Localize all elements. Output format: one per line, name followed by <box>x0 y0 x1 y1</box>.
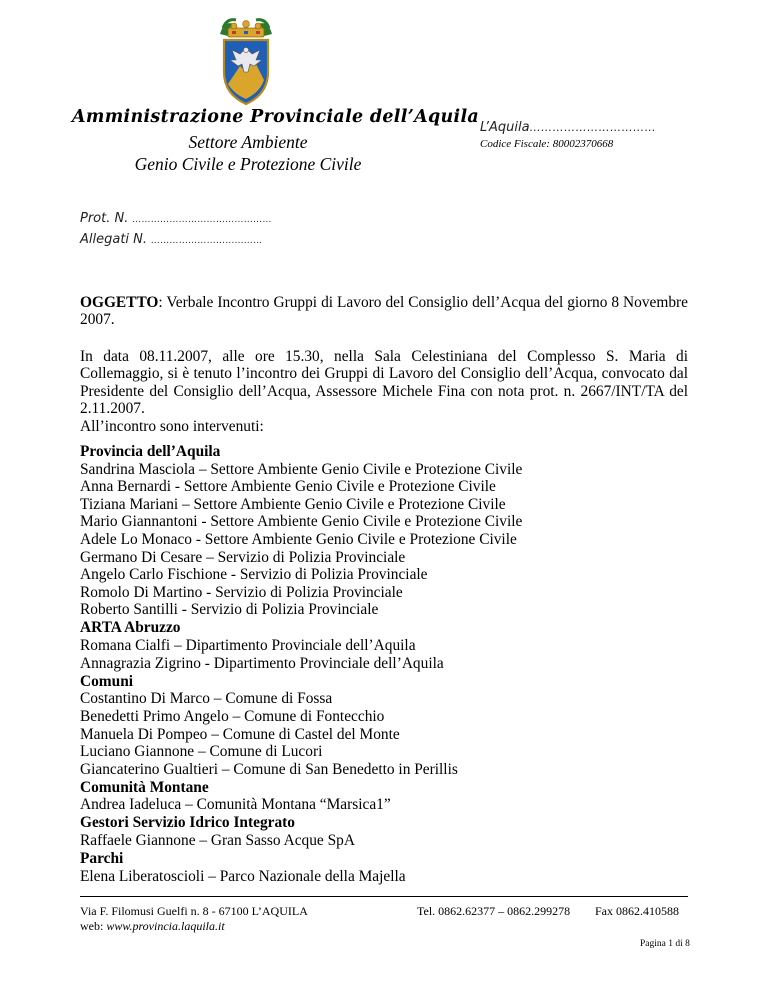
group-title: Parchi <box>80 850 124 868</box>
page-number: Pagina 1 di 8 <box>640 939 690 949</box>
attendee: Adele Lo Monaco - Settore Ambiente Genio Civile e Protezione Civile <box>80 530 517 548</box>
attendee: Germano Di Cesare – Servizio di Polizia Provinciale <box>80 548 406 566</box>
sector-name <box>72 131 424 175</box>
city-date-line <box>480 120 656 135</box>
attendee: Luciano Giannone – Comune di Lucori <box>80 743 323 761</box>
attachments-line <box>80 230 272 251</box>
attendees-intro: All’incontro sono intervenuti: <box>80 418 264 435</box>
province-crest-icon <box>214 14 278 110</box>
group-title: Gestori Servizio Idrico Integrato <box>80 814 295 832</box>
fiscal-code: Codice Fiscale: 80002370668 <box>480 138 614 150</box>
sector-line-1: Settore Ambiente <box>188 132 308 152</box>
group-title: Comuni <box>80 672 134 690</box>
attendee: Mario Giannantoni - Settore Ambiente Genio Civile e Protezione Civile <box>80 513 523 531</box>
footer-divider <box>80 896 688 897</box>
footer-web-label: web: <box>80 918 107 933</box>
attendee: Benedetti Primo Angelo – Comune di Fontecchio <box>80 707 385 725</box>
attachments-label: Allegati N. <box>80 232 148 247</box>
group-title: Provincia dell’Aquila <box>80 443 221 460</box>
attendee: Costantino Di Marco – Comune di Fossa <box>80 690 333 708</box>
attendee: Sandrina Masciola – Settore Ambiente Genio Civile e Protezione Civile <box>80 460 523 478</box>
footer-web <box>80 919 308 934</box>
protocol-line <box>80 209 272 230</box>
protocol-dots: ……………………………………… <box>132 215 272 225</box>
attendee: Elena Liberatoscioli – Parco Nazionale della Majella <box>80 867 406 885</box>
attendee: Angelo Carlo Fischione - Servizio di Polizia Provinciale <box>80 566 428 584</box>
group-title: ARTA Abruzzo <box>80 619 181 637</box>
attendee: Manuela Di Pompeo – Comune di Castel del Monte <box>80 725 400 743</box>
date-placeholder-dots: …………………………… <box>529 121 657 134</box>
subject-label: OGGETTO <box>80 294 159 311</box>
attendee: Raffaele Giannone – Gran Sasso Acque SpA <box>80 832 355 850</box>
attendee: Giancaterino Gualtieri – Comune di San Benedetto in Perillis <box>80 760 458 778</box>
footer-address-block <box>80 904 308 933</box>
group-title: Comunità Montane <box>80 778 209 796</box>
city-label: L’Aquila <box>480 120 530 135</box>
attendee: Anna Bernardi - Settore Ambiente Genio Civile e Protezione Civile <box>80 478 496 496</box>
agency-name: Amministrazione Provinciale dell’Aquila <box>72 107 480 127</box>
subject-paragraph <box>80 294 688 329</box>
footer-fax: Fax 0862.410588 <box>595 904 679 918</box>
attendees-list <box>80 443 688 885</box>
attendee: Roberto Santilli - Servizio di Polizia Provinciale <box>80 601 379 619</box>
footer-phone: Tel. 0862.62377 – 0862.299278 <box>417 904 571 918</box>
sector-line-2: Genio Civile e Protezione Civile <box>134 154 362 174</box>
attachments-dots: ……………………………… <box>151 236 263 246</box>
attendee: Annagrazia Zigrino - Dipartimento Provinciale dell’Aquila <box>80 654 444 672</box>
subject-text: : Verbale Incontro Gruppi di Lavoro del Consiglio dell’Acqua del giorno 8 Novembre 2007. <box>80 294 688 329</box>
protocol-block <box>80 209 272 251</box>
protocol-label: Prot. N. <box>80 211 129 226</box>
attendee: Andrea Iadeluca – Comunità Montana “Marsica1” <box>80 796 391 814</box>
intro-paragraph: In data 08.11.2007, alle ore 15.30, nella Sala Celestiniana del Complesso S. Maria di Collemaggio, si è tenuto l’incontro dei Gruppi di Lavoro del Consiglio dell’Acqua, convocato dal Presidente del Consiglio dell’Acqua, Assessore Michele Fina con nota prot. n. 2667/INT/TA del 2.11.2007. <box>80 348 688 417</box>
attendee: Romolo Di Martino - Servizio di Polizia Provinciale <box>80 583 403 601</box>
footer-address: Via F. Filomusi Guelfi n. 8 - 67100 L’AQUILA <box>80 904 308 918</box>
attendee: Tiziana Mariani – Settore Ambiente Genio Civile e Protezione Civile <box>80 495 506 513</box>
attendee: Romana Cialfi – Dipartimento Provinciale dell’Aquila <box>80 637 416 655</box>
footer-web-link[interactable]: www.provincia.laquila.it <box>106 918 225 933</box>
